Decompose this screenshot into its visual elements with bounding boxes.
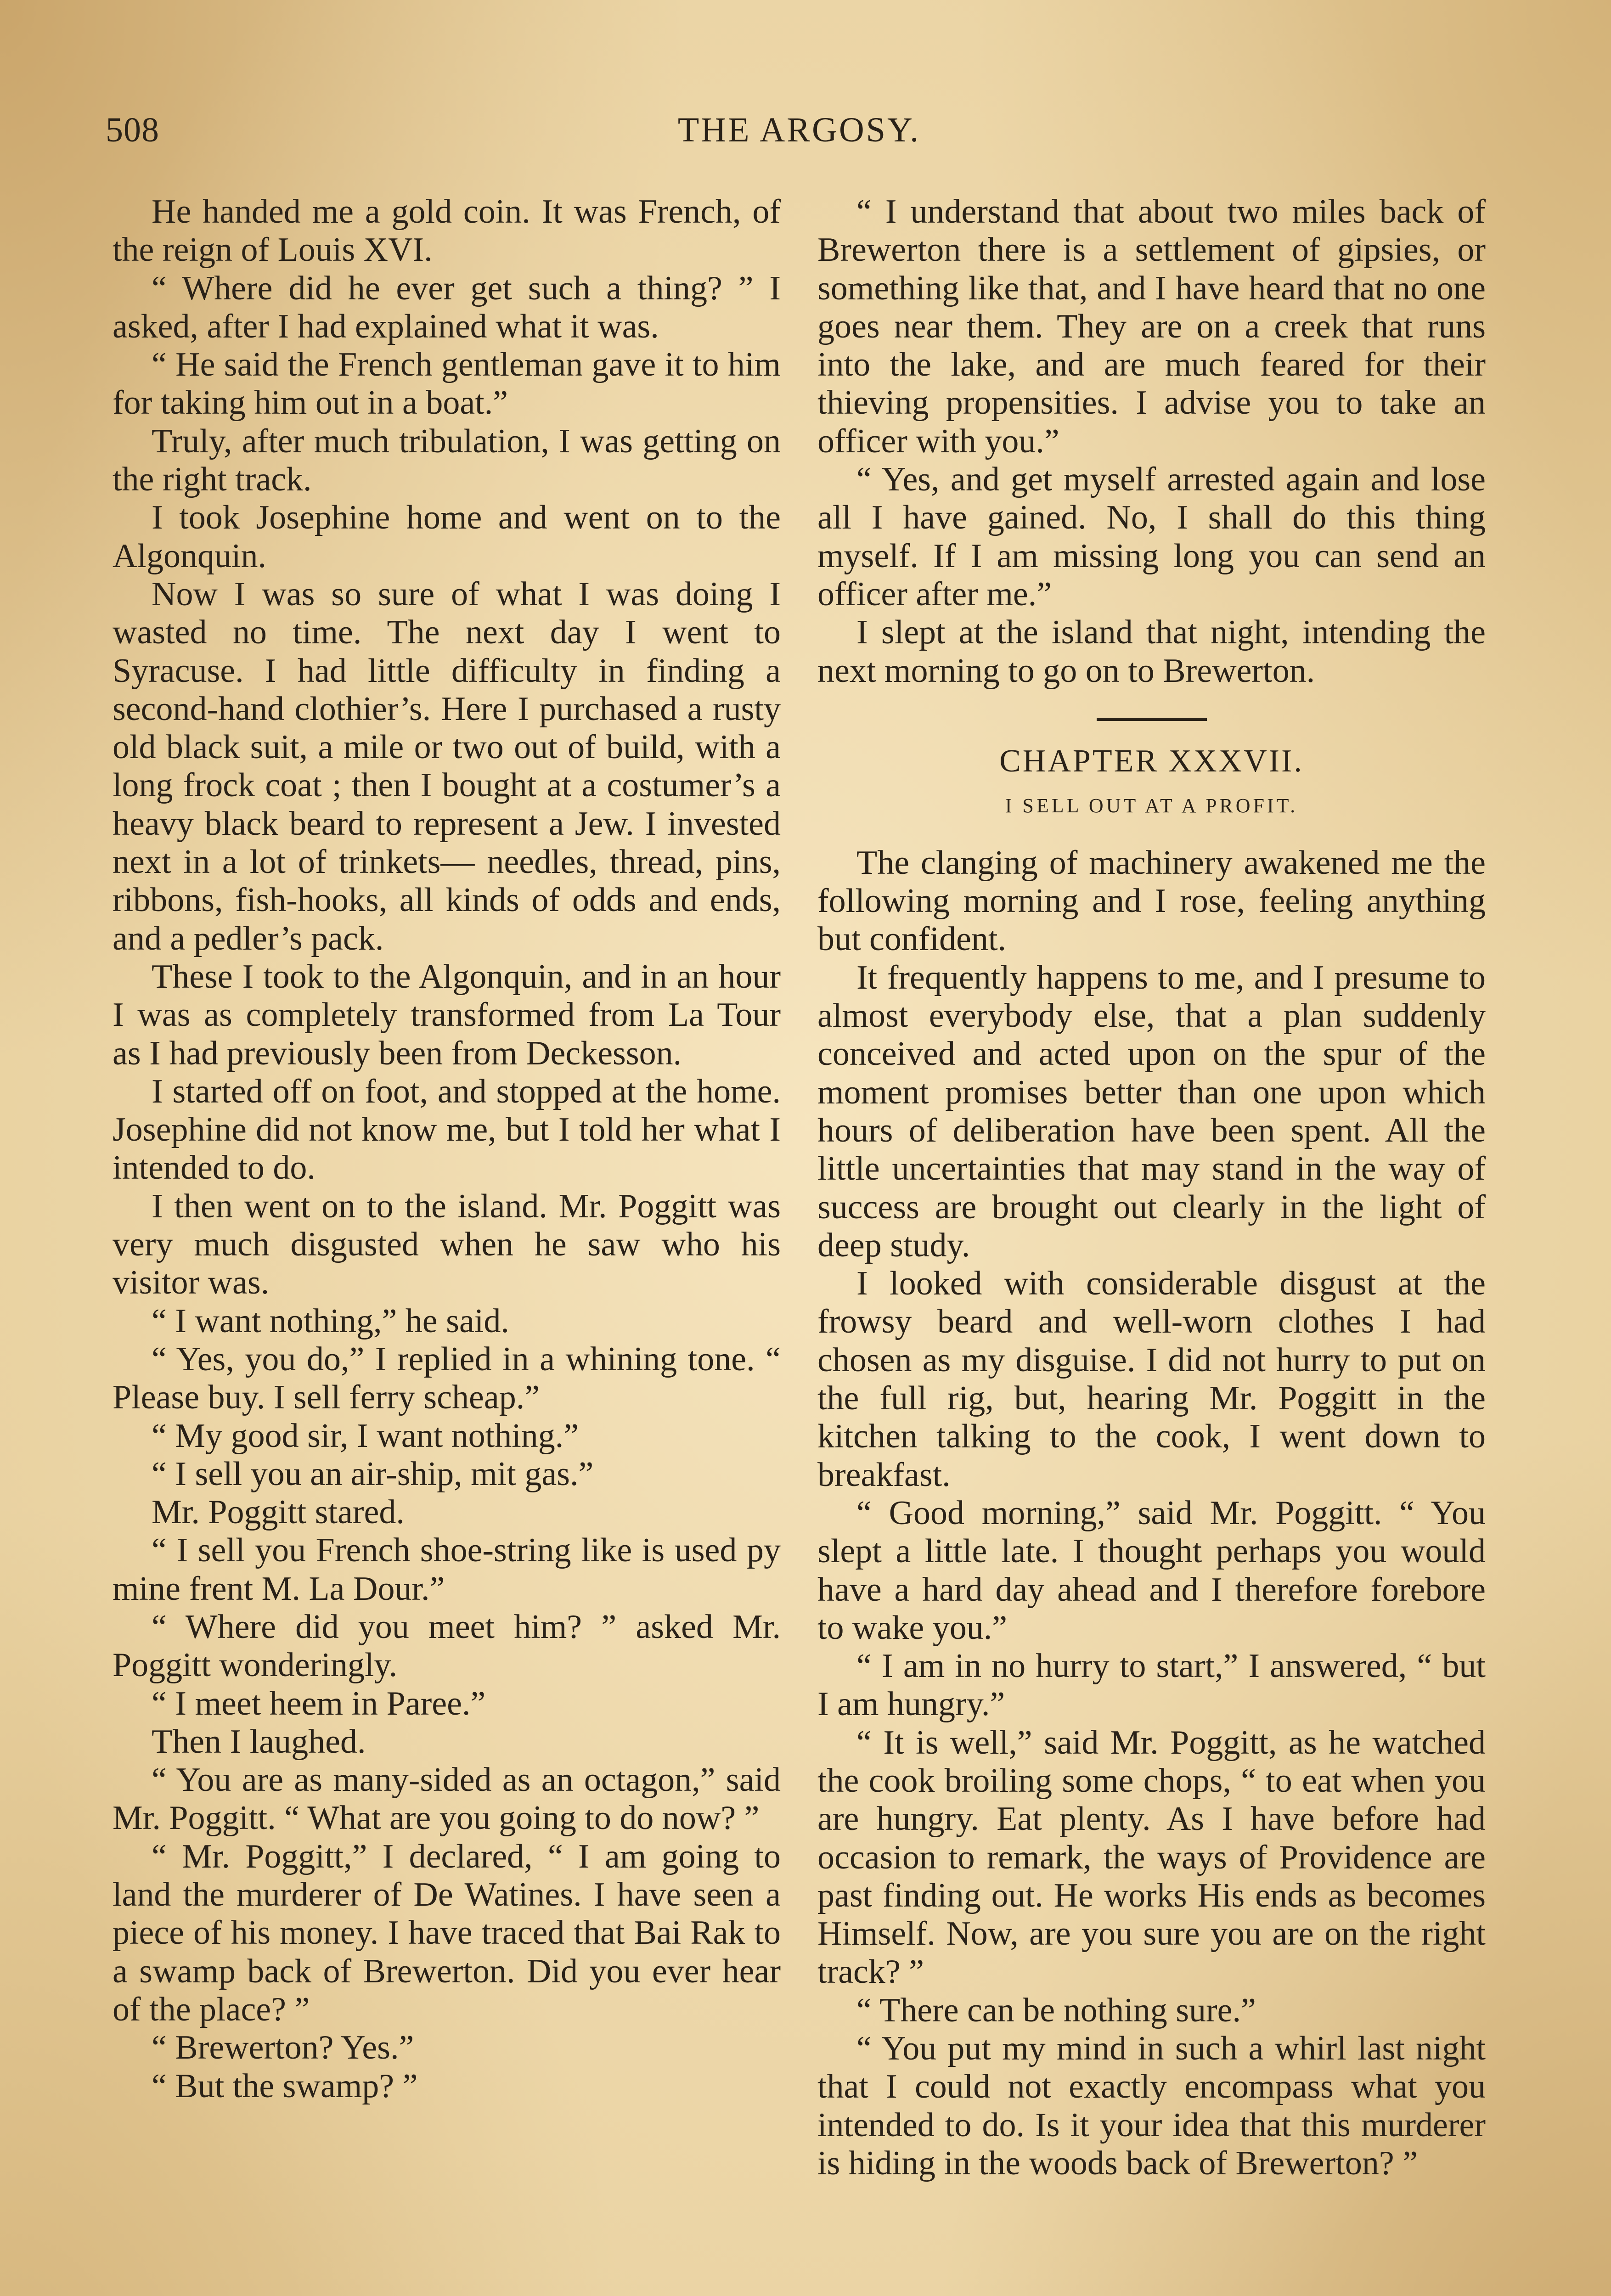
paragraph: I slept at the island that night, intending the next morning to go on to Brewerton. — [817, 613, 1486, 690]
paragraph: “ Brewerton? Yes.” — [152, 2029, 414, 2067]
paragraph: “ There can be nothing sure.” — [856, 1991, 1256, 2029]
paragraph: It frequently happens to me, and I presume to almost everybody else, that a plan suddenly conceived and acted upon on the spur of the moment promises better than one upon which hours of deliberation have been spent. All the little uncertainties that may stand in the way of success are brought out clearly in the light of deep study. — [817, 958, 1486, 1264]
paragraph: I looked with considerable disgust at the frowsy beard and well-worn clothes I had chosen as my disguise. I did not hurry to put on the full rig, but, hearing Mr. Poggitt in the kitchen talking to the cook, I went down to breakfast. — [817, 1265, 1486, 1494]
paragraph: He handed me a gold coin. It was French, of the reign of Louis XVI. — [113, 193, 781, 269]
paragraph: I then went on to the island. Mr. Poggitt was very much disgusted when he saw who his visitor was. — [113, 1187, 781, 1302]
paragraph: “ You are as many-sided as an octagon,” said Mr. Poggitt. “ What are you going to do now? ” — [113, 1761, 781, 1837]
paragraph: “ Mr. Poggitt,” I declared, “ I am going to land the murderer of De Watines. I have seen a piece of his money. I have traced that Bai Rak to a swamp back of Brewerton. Did you ever hear of the place? ” — [113, 1837, 781, 2028]
page-header — [106, 110, 1493, 165]
paragraph: “ I am in no hurry to start,” I answered, “ but I am hungry.” — [817, 1647, 1486, 1723]
paragraph: “ I understand that about two miles back of Brewerton there is a settlement of gipsies, or something like that, and I have heard that no one goes near them. They are on a creek that runs into the lake, and are much feared for their thieving propensities. I advise you to take an officer with you.” — [817, 193, 1486, 460]
paragraph: “ I sell you French shoe-string like is used py mine frent M. La Dour.” — [113, 1531, 781, 1608]
paragraph: “ I want nothing,” he said. — [152, 1302, 509, 1340]
paragraph: “ Yes, you do,” I replied in a whining tone. “ Please buy. I sell ferry scheap.” — [113, 1340, 781, 1417]
paragraph: “ I sell you an air-ship, mit gas.” — [152, 1455, 594, 1493]
paragraph: Truly, after much tribulation, I was getting on the right track. — [113, 422, 781, 499]
paragraph: “ Where did he ever get such a thing? ” I asked, after I had explained what it was. — [113, 269, 781, 345]
paragraph: These I took to the Algonquin, and in an hour I was as completely transformed from La Tour as I had previously been from Deckesson. — [113, 957, 781, 1072]
paragraph: Now I was so sure of what I was doing I wasted no time. The next day I went to Syracuse. I had little difficulty in finding a second-hand clothier’s. Here I purchased a rusty old black suit, a mile or two out of build, with a long frock coat ; then I bought at a costumer’s a heavy black beard to represent a Jew. I invested next in a lot of trinkets— needles, thread, pins, ribbons, fish-hooks, all kinds of odds and ends, and a pedler’s pack. — [113, 575, 781, 957]
paragraph: “ He said the French gentleman gave it to him for taking him out in a boat.” — [113, 346, 781, 422]
paragraph: “ Where did you meet him? ” asked Mr. Poggitt wonderingly. — [113, 1608, 781, 1684]
paragraph: “ I meet heem in Paree.” — [152, 1684, 486, 1722]
paragraph: Then I laughed. — [152, 1722, 366, 1761]
left-column — [113, 193, 781, 2105]
running-head: THE ARGOSY. — [677, 111, 921, 149]
chapter-title: CHAPTER XXXVII. — [999, 743, 1304, 779]
paragraph: “ Good morning,” said Mr. Poggitt. “ You slept a little late. I thought perhaps you would have a hard day ahead and I therefore forebore to wake you.” — [817, 1494, 1486, 1647]
paragraph: The clanging of machinery awakened me the following morning and I rose, feeling anything but confident. — [817, 844, 1486, 958]
paragraph: “ You put my mind in such a whirl last night that I could not exactly encompass what you intended to do. Is it your idea that this murderer is hiding in the woods back of Brewerton? ” — [817, 2030, 1486, 2182]
paragraph: “ But the swamp? ” — [152, 2067, 418, 2105]
paragraph: “ It is well,” said Mr. Poggitt, as he watched the cook broiling some chops, “ to eat when you are hungry. Eat plenty. As I have before had occasion to remark, the ways of Providence are past finding out. He works His ends as becomes Himself. Now, are you sure you are on the right track? ” — [817, 1723, 1486, 1991]
page-number: 508 — [106, 111, 159, 149]
paragraph: “ Yes, and get myself arrested again and lose all I have gained. No, I shall do this thing myself. If I am missing long you can send an officer after me.” — [817, 461, 1486, 613]
chapter-subtitle: I SELL OUT AT A PROFIT. — [1005, 794, 1298, 817]
paragraph: “ My good sir, I want nothing.” — [152, 1417, 579, 1455]
paragraph: Mr. Poggitt stared. — [152, 1493, 405, 1531]
paragraph: I started off on foot, and stopped at the home. Josephine did not know me, but I told her what I intended to do. — [113, 1072, 781, 1187]
chapter-divider — [1097, 718, 1207, 721]
paragraph: I took Josephine home and went on to the Algonquin. — [113, 499, 781, 575]
right-column — [817, 193, 1486, 2183]
